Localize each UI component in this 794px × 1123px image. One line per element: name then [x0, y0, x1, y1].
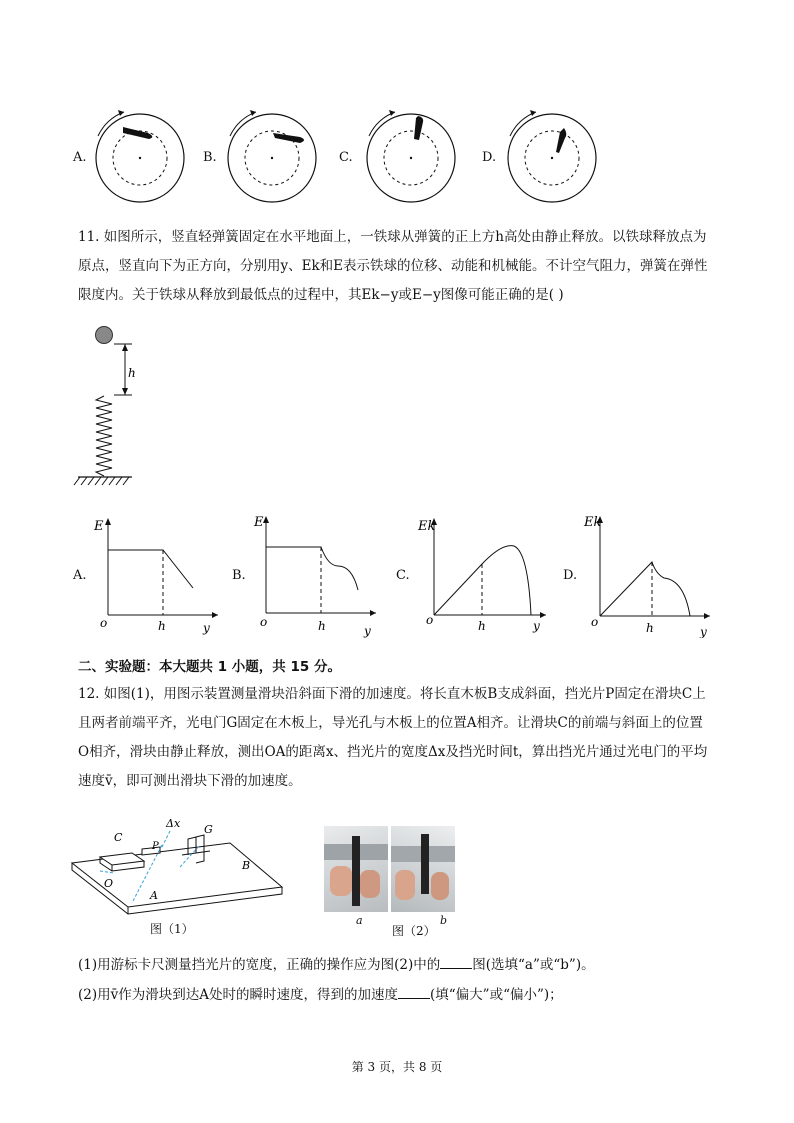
figure-2-caption: 图（2）	[392, 924, 436, 938]
option-label-a: A.	[73, 150, 87, 165]
fig2-photo-b	[391, 826, 455, 912]
answer-blank-2[interactable]	[398, 986, 430, 999]
q12-sub-2	[78, 983, 563, 1003]
section-2-title: 二、实验题：本大题共 1 小题，共 15 分。	[78, 659, 341, 675]
q11-line-2: 原点，竖直向下为正方向，分别用y、Ek和E表示铁球的位移、动能和机械能。不计空气阻力，弹簧在弹性	[78, 258, 708, 274]
graph-c	[414, 510, 554, 638]
graph-c-xlabel: y	[533, 619, 540, 633]
graph-b-xtick: h	[318, 619, 326, 633]
graph-c-origin: o	[426, 613, 434, 627]
graph-b	[246, 508, 386, 638]
graph-d-xtick: h	[646, 621, 654, 635]
q12-sub2-prefix: (2)用v̄作为滑块到达A处时的瞬时速度，得到的加速度	[78, 987, 398, 1003]
graph-c-xtick: h	[478, 619, 486, 633]
graph-option-d: D.	[563, 568, 578, 583]
q11-line-3: 限度内。关于铁球从释放到最低点的过程中，其Ek−y或E−y图像可能正确的是( )	[78, 287, 564, 303]
graph-b-ylabel: E	[254, 515, 264, 530]
question-11	[78, 223, 728, 310]
figure-1-caption: 图（1）	[150, 922, 194, 936]
disc-figure-a	[90, 108, 190, 208]
option-label-c: C.	[339, 150, 353, 165]
graph-b-xlabel: y	[364, 624, 371, 638]
fig2-photo-a	[324, 826, 388, 912]
disc-figure-d	[502, 108, 602, 208]
graph-a-ylabel: E	[94, 519, 104, 534]
fig1-label-a: A	[150, 889, 158, 902]
fig1-label-b: B	[242, 859, 251, 872]
graph-c-ylabel: Ek	[418, 519, 436, 534]
fig1-label-o: O	[104, 877, 114, 890]
graph-d-ylabel: Ek	[584, 515, 602, 530]
graph-d-origin: o	[591, 615, 599, 629]
fig1-label-c: C	[114, 831, 123, 844]
page-footer: 第 3 页，共 8 页	[351, 1060, 443, 1074]
graph-a-xtick: h	[158, 619, 166, 633]
fig1-label-dx: Δx	[166, 817, 181, 830]
graph-option-c: C.	[396, 568, 410, 583]
graph-a	[88, 510, 228, 638]
figure-1-apparatus	[70, 815, 295, 915]
graph-b-origin: o	[260, 615, 268, 629]
spring-height-label: h	[128, 366, 136, 380]
fig2-label-a: a	[356, 914, 363, 927]
graph-option-b: B.	[232, 568, 246, 583]
answer-blank-1[interactable]	[440, 956, 472, 969]
fig2-label-b: b	[440, 914, 448, 927]
q12-sub1-suffix: 图(选填“a”或“b”)。	[472, 957, 595, 973]
graph-a-origin: o	[100, 616, 108, 630]
fig1-label-g: G	[204, 823, 213, 836]
graph-option-a: A.	[73, 568, 87, 583]
q11-line-1: 11. 如图所示，竖直轻弹簧固定在水平地面上，一铁球从弹簧的正上方h高处由静止释放。以铁球释放点为	[78, 229, 707, 245]
graph-d-xlabel: y	[700, 625, 707, 638]
graph-d	[580, 508, 720, 638]
q12-line-3: O相齐，滑块由静止释放，测出OA的距离x、挡光片的宽度Δx及挡光时间t，算出挡光片通过光电门的平均	[78, 744, 708, 760]
fig1-label-p: P	[152, 841, 159, 852]
q12-sub2-suffix: (填“偏大”或“偏小”)；	[430, 987, 563, 1003]
disc-figure-c	[361, 108, 461, 208]
q12-sub-1	[78, 953, 595, 973]
disc-figure-b	[222, 108, 322, 208]
q12-line-4: 速度v̄，即可测出滑块下滑的加速度。	[78, 773, 302, 789]
graph-a-xlabel: y	[203, 621, 210, 635]
option-label-d: D.	[482, 150, 497, 165]
q12-line-1: 12. 如图(1)，用图示装置测量滑块沿斜面下滑的加速度。将长直木板B支成斜面，挡光片P固定在滑块C上	[78, 686, 706, 702]
question-12	[78, 680, 728, 796]
option-label-b: B.	[203, 150, 217, 165]
spring-ball-figure	[70, 322, 150, 492]
q12-sub1-prefix: (1)用游标卡尺测量挡光片的宽度，正确的操作应为图(2)中的	[78, 957, 441, 973]
q12-line-2: 且两者前端平齐，光电门G固定在木板上，导光孔与木板上的位置A相齐。让滑块C的前端与斜面上的位置	[78, 715, 703, 731]
